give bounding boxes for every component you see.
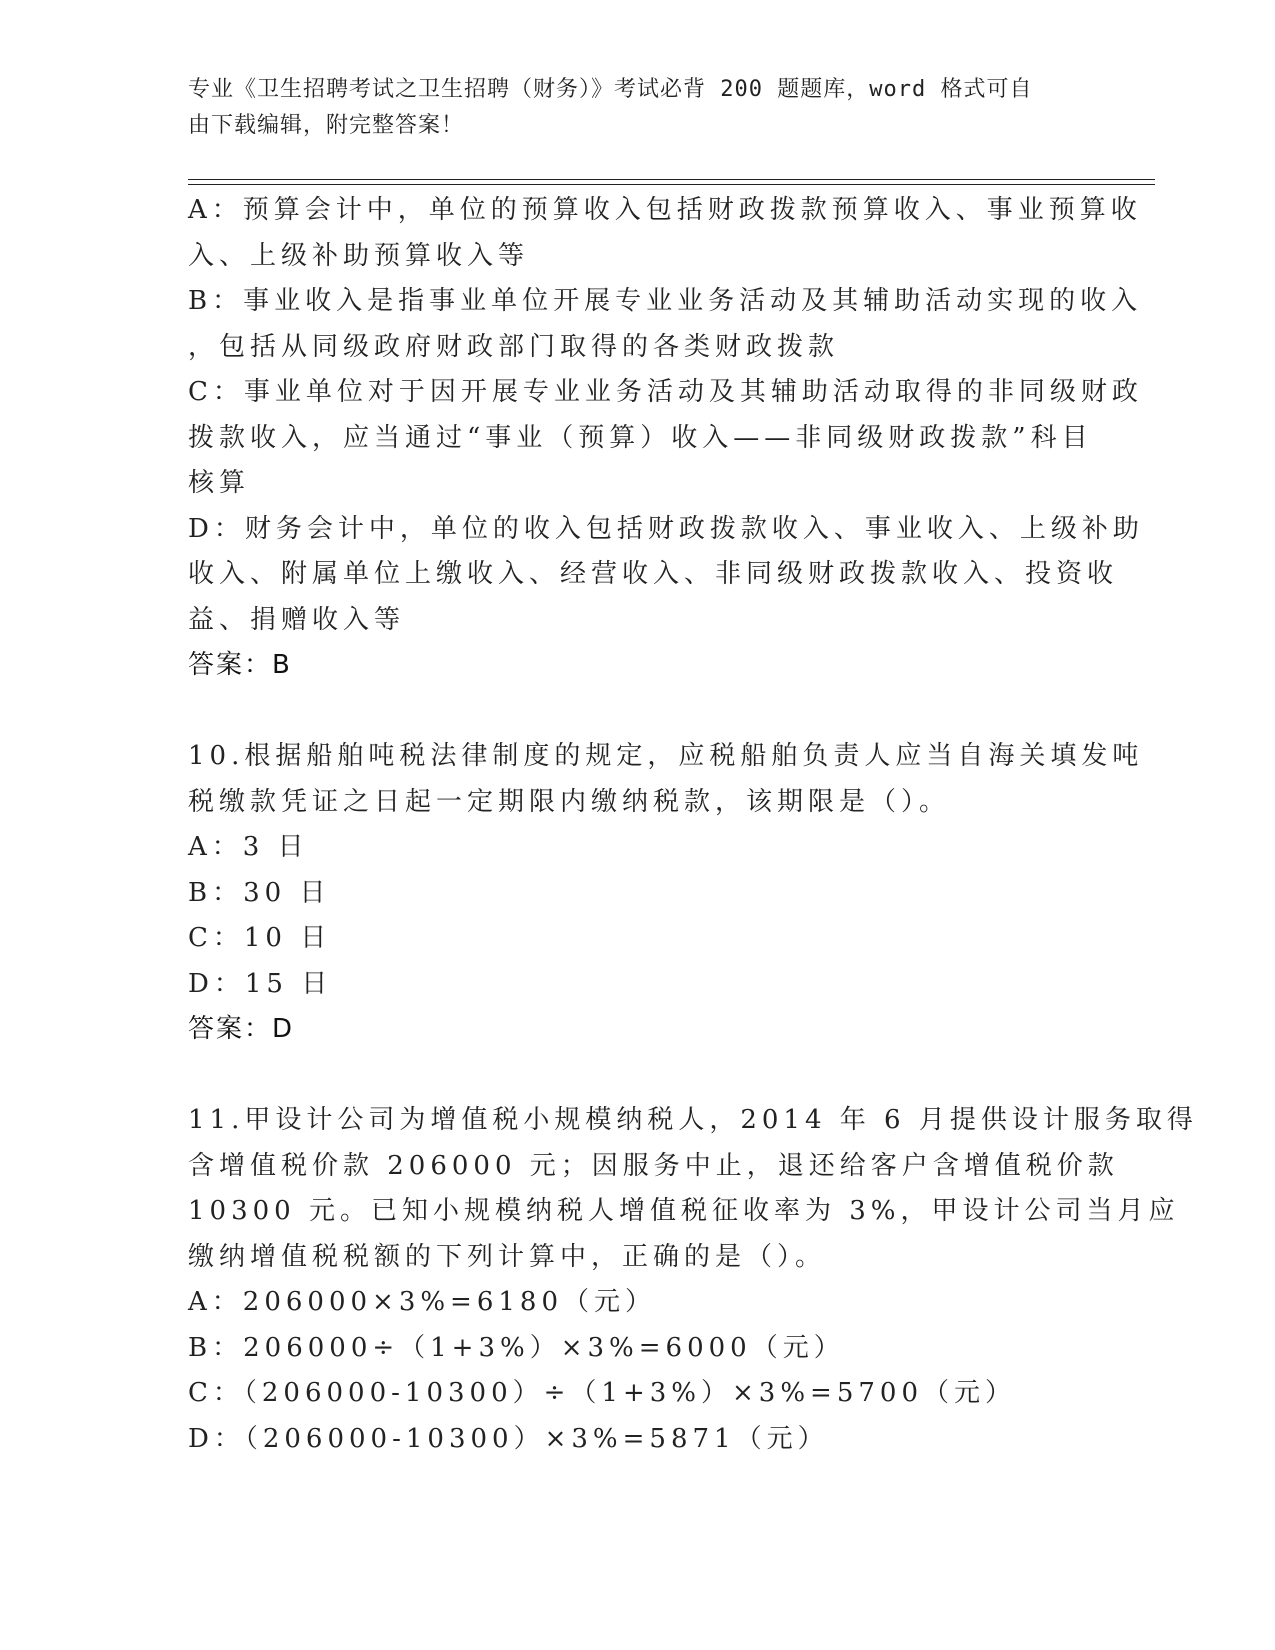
option-line: 核算 — [188, 468, 251, 498]
question-10-option-c: C：10 日 — [188, 923, 332, 953]
option-line: 益、捐赠收入等 — [188, 604, 406, 635]
option-line: C：事业单位对于因开展专业业务活动及其辅助活动取得的非同级财政 — [188, 377, 1143, 407]
option-line: 入、上级补助预算收入等 — [188, 240, 530, 271]
question-11-option-b: B：206000÷（1+3%）×3%=6000（元） — [188, 1332, 845, 1363]
header-rule-top — [188, 179, 1155, 180]
question-spacer — [188, 1053, 1088, 1099]
question-9-option-c — [188, 370, 1143, 507]
question-10-stem-line-2: 税缴款凭证之日起一定期限内缴纳税款，该期限是（）。 — [188, 786, 951, 817]
header-rule-bottom — [188, 184, 1155, 185]
question-11 — [188, 1098, 1198, 1462]
header-line-2: 由下载编辑，附完整答案！ — [188, 113, 465, 138]
document-body — [188, 188, 1198, 1462]
document-header — [188, 72, 1068, 144]
option-line: ，包括从同级政府财政部门取得的各类财政拨款 — [188, 331, 840, 362]
question-9-option-b — [188, 279, 1143, 370]
option-line: 拨款收入，应当通过“事业（预算）收入——非同级财政拨款”科目 — [188, 422, 1093, 453]
question-10 — [188, 734, 1144, 1053]
option-line: A：预算会计中，单位的预算收入包括财政拨款预算收入、事业预算收 — [188, 195, 1142, 225]
header-line-1: 专业《卫生招聘考试之卫生招聘（财务）》考试必背 200 题题库，word 格式可自 — [188, 77, 1033, 102]
option-line: D：财务会计中，单位的收入包括财政拨款收入、事业收入、上级补助 — [188, 513, 1144, 544]
option-line: B：事业收入是指事业单位开展专业业务活动及其辅助活动实现的收入 — [188, 286, 1143, 316]
question-9 — [188, 188, 1144, 689]
question-11-stem-line-1: 11.甲设计公司为增值税小规模纳税人，2014 年 6 月提供设计服务取得 — [188, 1105, 1198, 1135]
question-9-answer: 答案：B — [188, 650, 292, 680]
question-10-option-a: A：3 日 — [188, 832, 309, 862]
question-11-option-d: D：（206000-10300）×3%=5871（元） — [188, 1423, 829, 1454]
question-spacer — [188, 689, 1088, 735]
question-11-stem-line-4: 缴纳增值税税额的下列计算中，正确的是（）。 — [188, 1241, 827, 1272]
question-11-stem-line-2: 含增值税价款 206000 元；因服务中止，退还给客户含增值税价款 — [188, 1150, 1119, 1181]
question-9-option-a — [188, 188, 1142, 279]
question-10-option-b: B：30 日 — [188, 877, 331, 908]
question-11-stem-line-3: 10300 元。已知小规模纳税人增值税征收率为 3%，甲设计公司当月应 — [188, 1196, 1180, 1226]
question-10-answer: 答案：D — [188, 1014, 295, 1044]
question-9-option-d — [188, 507, 1144, 644]
question-10-stem-line-1: 10.根据船舶吨税法律制度的规定，应税船舶负责人应当自海关填发吨 — [188, 741, 1144, 771]
question-10-option-d: D：15 日 — [188, 968, 333, 999]
question-11-option-c: C：（206000-10300）÷（1+3%）×3%=5700（元） — [188, 1378, 1016, 1408]
option-line: 收入、附属单位上缴收入、经营收入、非同级财政拨款收入、投资收 — [188, 559, 1119, 589]
question-11-option-a: A：206000×3%=6180（元） — [188, 1287, 657, 1317]
